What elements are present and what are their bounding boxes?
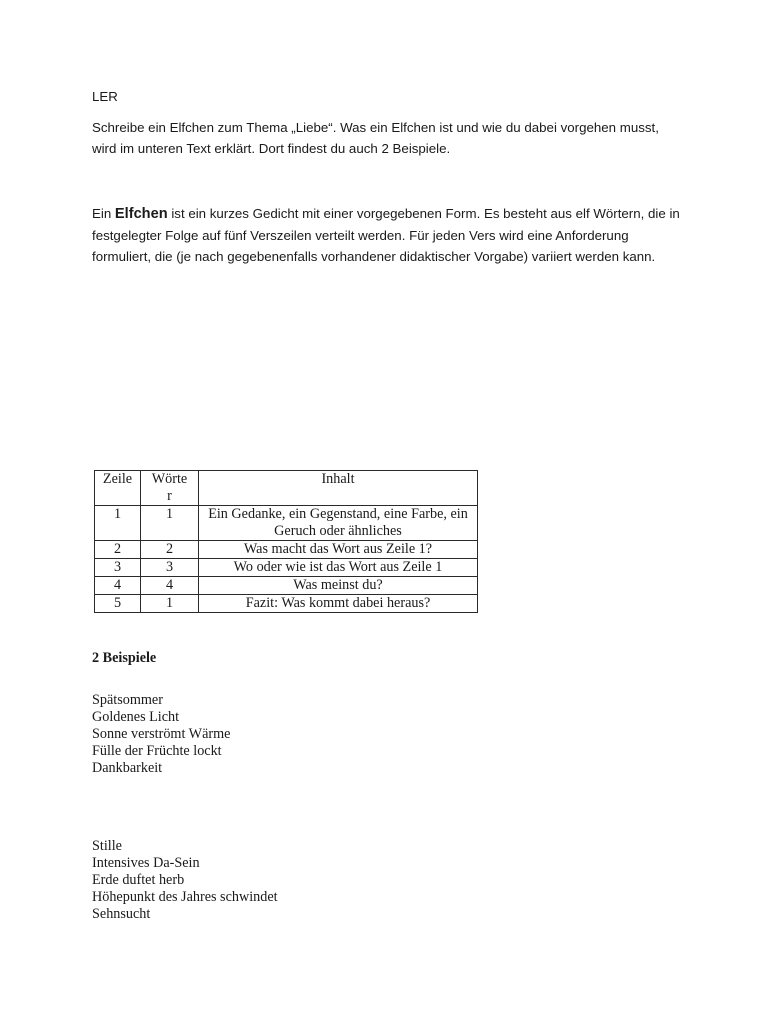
header-woerter-line2: r — [167, 488, 172, 504]
table-header-row — [95, 471, 478, 506]
cell-zeile: 2 — [95, 541, 141, 559]
definition-body: ist ein kurzes Gedicht mit einer vorgegebenen Form. Es besteht aus elf Wörtern, die in festgelegter Folge auf fünf Verszeilen verteilt werden. Für jeden Vers wird eine Anforderung formuliert, die (je nach gegebenenfalls vorhandener didaktischer Vorgabe) variiert werden kann. — [92, 206, 680, 264]
poem-line: Goldenes Licht — [92, 709, 180, 725]
cell-inhalt: Wo oder wie ist das Wort aus Zeile 1 — [199, 559, 478, 577]
cell-zeile: 5 — [95, 595, 141, 613]
poem-line: Erde duftet herb — [92, 872, 185, 888]
cell-woerter: 4 — [141, 577, 199, 595]
cell-inhalt: Ein Gedanke, ein Gegenstand, eine Farbe, ein Geruch oder ähnliches — [199, 506, 478, 541]
table-row — [95, 506, 478, 541]
cell-woerter: 2 — [141, 541, 199, 559]
header-inhalt: Inhalt — [199, 471, 478, 506]
cell-zeile: 4 — [95, 577, 141, 595]
poem-line: Sehnsucht — [92, 906, 151, 922]
header-zeile: Zeile — [95, 471, 141, 506]
table-row — [95, 559, 478, 577]
task-paragraph: Schreibe ein Elfchen zum Thema „Liebe“. Was ein Elfchen ist und wie du dabei vorgehen musst, wird im unteren Text erklärt. Dort findest du auch 2 Beispiele. — [92, 120, 659, 156]
definition-term: Elfchen — [114, 206, 168, 222]
poem-line: Fülle der Früchte lockt — [92, 743, 222, 759]
table-row — [95, 595, 478, 613]
cell-woerter: 1 — [141, 506, 199, 541]
poem-line: Sonne verströmt Wärme — [92, 726, 231, 742]
poem-line: Dankbarkeit — [92, 760, 163, 776]
table-row — [95, 577, 478, 595]
cell-woerter: 1 — [141, 595, 199, 613]
poem-line: Höhepunkt des Jahres schwindet — [92, 889, 278, 905]
poem-2 — [92, 838, 278, 923]
definition-paragraph — [92, 203, 682, 267]
poem-line: Stille — [92, 838, 122, 854]
cell-woerter: 3 — [141, 559, 199, 577]
definition-lead: Ein — [92, 206, 115, 221]
cell-zeile: 1 — [95, 506, 141, 541]
examples-heading: 2 Beispiele — [92, 650, 157, 666]
document-header: LER — [92, 89, 118, 104]
cell-inhalt: Fazit: Was kommt dabei heraus? — [199, 595, 478, 613]
poem-1 — [92, 692, 230, 777]
header-woerter — [141, 471, 199, 506]
table-row — [95, 541, 478, 559]
cell-inhalt: Was meinst du? — [199, 577, 478, 595]
poem-line: Spätsommer — [92, 692, 163, 708]
cell-inhalt: Was macht das Wort aus Zeile 1? — [199, 541, 478, 559]
header-woerter-line1: Wörte — [151, 471, 188, 487]
poem-line: Intensives Da-Sein — [92, 855, 200, 871]
elfchen-structure-table — [94, 470, 478, 613]
table-body — [95, 506, 478, 613]
cell-zeile: 3 — [95, 559, 141, 577]
